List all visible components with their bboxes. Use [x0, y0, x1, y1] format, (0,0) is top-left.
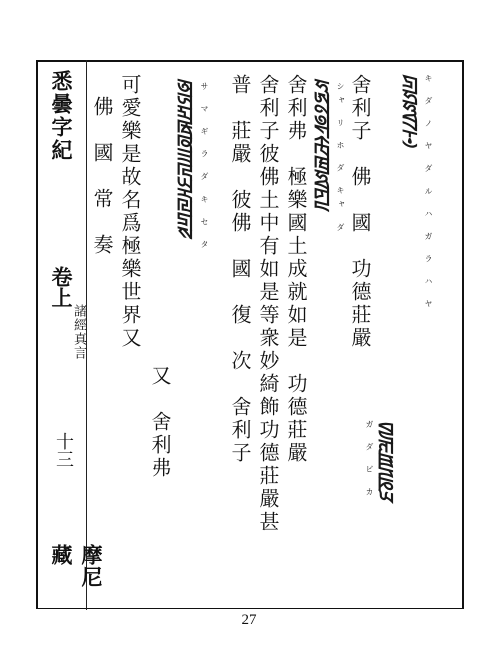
siddham-line-4: ꡮꡯꡰꡱꡲꡳ [399, 74, 421, 147]
text-column-1: 佛 國 常 奏 [90, 96, 114, 257]
ruby-line-1: サ マ ギ ラ ダ キ セ タ [200, 82, 209, 254]
siddham-line-3: ꡧꡨꡩꡪꡫꡬꡭ [375, 420, 397, 501]
margin-edition: 摩尼藏 [49, 544, 104, 588]
ruby-line-4: キ ダ ノ ヤ ダ ル ハ ガ ラ ハ ヤ [424, 74, 433, 314]
margin-leaf-number: 十三 [53, 432, 74, 468]
margin-title: 悉曇字紀 [49, 70, 74, 162]
text-column-3: 又 舍利弗 [148, 365, 172, 480]
text-column-2: 可愛樂是故名爲極樂世界又 [118, 74, 142, 350]
siddham-line-2: ꡜꡝꡞꡟꡠꡡꡢꡣꡤꡥꡦ [311, 78, 333, 210]
ruby-line-2: シャ リ ホ ダ キャ ダ [336, 82, 345, 237]
text-column-4: 普 莊嚴 彼佛 國 復 次 舍利子 [228, 74, 252, 465]
siddham-line-1: ꡐꡑꡒꡓꡔꡕꡖꡗꡘꡙꡚꡛ [174, 78, 196, 238]
margin-section: 諸經真言 [71, 304, 86, 360]
margin-juan: 卷上 [49, 266, 74, 308]
ruby-line-3: ガ ダ ビ カ [365, 420, 374, 502]
page-number: 27 [241, 612, 257, 628]
text-column-7: 舍利子 佛 國 功德莊嚴 [348, 74, 372, 350]
text-column-6: 舍利弗 極樂國土成就如是 功德莊嚴 [284, 74, 308, 465]
text-column-5: 舍利子彼佛土中有如是等衆妙綺飾功德莊嚴甚 [256, 74, 280, 534]
